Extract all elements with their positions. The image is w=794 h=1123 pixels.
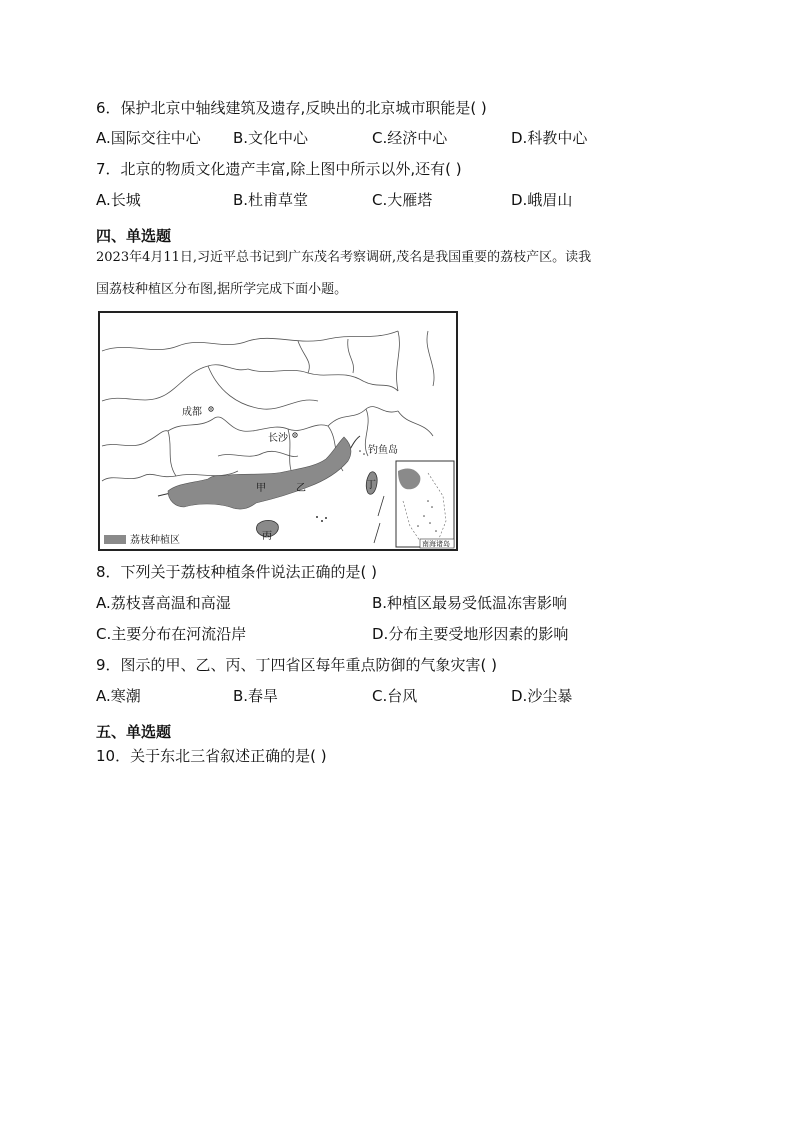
q9-option-d: D.沙尘暴	[511, 687, 573, 705]
q6-option-a: A.国际交往中心	[96, 129, 201, 147]
q6-option-d: D.科教中心	[511, 129, 588, 147]
section-4-title: 四、单选题	[96, 227, 172, 245]
chengdu-label: 成都	[182, 407, 202, 418]
q8-option-a: A.荔枝喜高温和高湿	[96, 594, 231, 612]
region-yi-label: 乙	[296, 483, 306, 494]
region-jia-label: 甲	[256, 483, 266, 494]
q7-option-b: B.杜甫草堂	[233, 191, 309, 209]
q9-option-b: B.春旱	[233, 687, 279, 705]
region-bing-label: 丙	[262, 531, 272, 542]
section-4-intro-line-1: 2023年4月11日,习近平总书记到广东茂名考察调研,茂名是我国重要的荔枝产区。读我	[96, 250, 592, 265]
question-8-stem: 8．下列关于荔枝种植条件说法正确的是( )	[96, 563, 378, 581]
q7-option-c: C.大雁塔	[372, 191, 433, 209]
lychee-distribution-map	[98, 311, 458, 551]
q9-option-a: A.寒潮	[96, 687, 141, 705]
q9-option-c: C.台风	[372, 687, 418, 705]
legend-label: 荔枝种植区	[130, 535, 180, 546]
question-10-stem: 10．关于东北三省叙述正确的是( )	[96, 747, 327, 765]
q8-option-b: B.种植区最易受低温冻害影响	[372, 594, 568, 612]
q8-option-c: C.主要分布在河流沿岸	[96, 625, 247, 643]
question-9-stem: 9．图示的甲、乙、丙、丁四省区每年重点防御的气象灾害( )	[96, 656, 498, 674]
section-5-title: 五、单选题	[96, 723, 172, 741]
question-7-stem: 7．北京的物质文化遗产丰富,除上图中所示以外,还有( )	[96, 160, 462, 178]
q6-option-b: B.文化中心	[233, 129, 309, 147]
region-ding-label: 丁	[366, 480, 376, 491]
changsha-label: 长沙	[268, 433, 288, 444]
q6-option-c: C.经济中心	[372, 129, 448, 147]
question-6-stem: 6．保护北京中轴线建筑及遗存,反映出的北京城市职能是( )	[96, 99, 487, 117]
inset-caption: 南海诸岛	[422, 540, 450, 548]
q7-option-d: D.峨眉山	[511, 191, 573, 209]
section-4-intro-line-2: 国荔枝种植区分布图,据所学完成下面小题。	[96, 282, 348, 297]
legend-swatch	[104, 535, 126, 544]
q7-option-a: A.长城	[96, 191, 141, 209]
q8-option-d: D.分布主要受地形因素的影响	[372, 625, 569, 643]
diaoyu-island-label: 钓鱼岛	[368, 445, 398, 456]
